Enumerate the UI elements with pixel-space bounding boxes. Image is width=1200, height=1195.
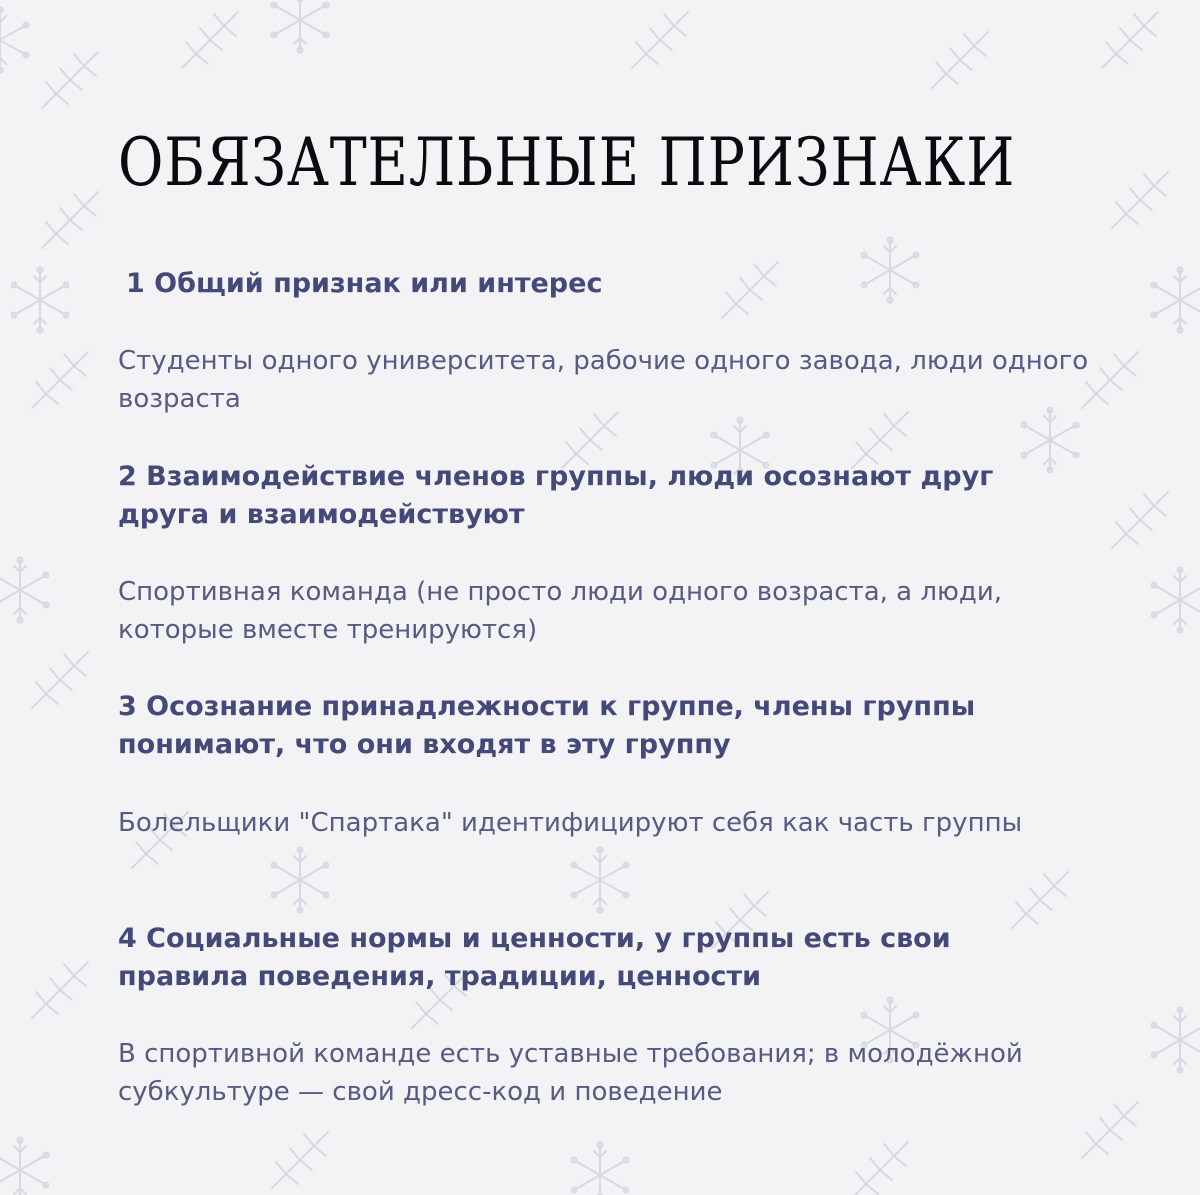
- item-description: Спортивная команда (не просто люди одного возраста, а люди, которые вместе тренируются): [118, 577, 1003, 645]
- item-heading: 2 Взаимодействие членов группы, люди осознают друг друга и взаимодействуют: [118, 461, 994, 530]
- item-heading: 3 Осознание принадлежности к группе, члены группы понимают, что они входят в эту группу: [118, 691, 976, 760]
- item-heading: 4 Социальные нормы и ценности, у группы есть свои правила поведения, традиции, ценности: [118, 923, 951, 992]
- item-description: В спортивной команде есть уставные требования; в молодёжной субкультуре — свой дресс-код и поведение: [118, 1039, 1023, 1107]
- page-title: ОБЯЗАТЕЛЬНЫЕ ПРИЗНАКИ: [118, 124, 1016, 201]
- item-description: Студенты одного университета, рабочие одного завода, люди одного возраста: [118, 346, 1089, 414]
- item-heading: 1 Общий признак или интерес: [126, 268, 603, 299]
- item-description: Болельщики "Спартака" идентифицируют себя как часть группы: [118, 808, 1023, 838]
